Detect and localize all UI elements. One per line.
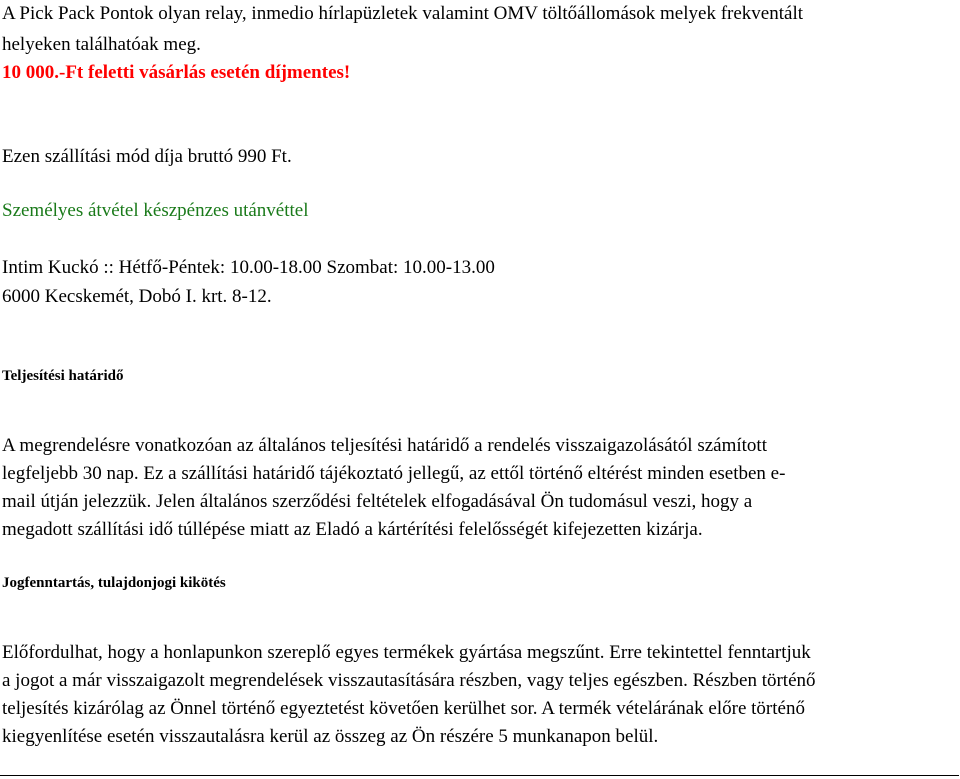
relay-info-line-2: helyeken találhatóak meg. [2, 34, 201, 55]
deadline-paragraph-line: mail útján jelezzük. Jelen általános szerződési feltételek elfogadásával Ön tudomásul veszi, hogy a [2, 491, 753, 512]
reservation-paragraph-line: kiegyenlítése esetén visszautalásra kerül az összeg az Ön részére 5 munkanapon belül. [2, 726, 659, 747]
deadline-paragraph-line: legfeljebb 30 nap. Ez a szállítási határidő tájékoztató jellegű, az ettől történő eltérést minden esetben e- [2, 463, 786, 484]
reservation-heading: Jogfenntartás, tulajdonjogi kikötés [2, 575, 226, 591]
deadline-paragraph-line: megadott szállítási idő túllépése miatt az Eladó a kártérítési felelősségét kifejezetten kizárja. [2, 519, 703, 540]
shipping-fee-text: Ezen szállítási mód díja bruttó 990 Ft. [2, 146, 292, 167]
reservation-paragraph-line: a jogot a már visszaigazolt megrendelések visszautasítására részben, vagy teljes egészben. Részben történő [2, 670, 816, 691]
store-opening-hours: Intim Kuckó :: Hétfő-Péntek: 10.00-18.00 Szombat: 10.00-13.00 [2, 257, 495, 278]
relay-info-line-1: A Pick Pack Pontok olyan relay, inmedio hírlapüzletek valamint OMV töltőállomások melyek frekventált [2, 3, 803, 24]
store-address: 6000 Kecskemét, Dobó I. krt. 8-12. [2, 286, 272, 307]
free-shipping-notice: 10 000.-Ft feletti vásárlás esetén díjmentes! [2, 62, 351, 83]
personal-pickup-title: Személyes átvétel készpénzes utánvéttel [2, 200, 309, 221]
deadline-paragraph-line: A megrendelésre vonatkozóan az általános teljesítési határidő a rendelés visszaigazolásától számított [2, 435, 767, 456]
bottom-divider [0, 775, 959, 776]
deadline-heading: Teljesítési határidő [2, 368, 124, 384]
reservation-paragraph-line: teljesítés kizárólag az Önnel történő egyeztetést követően kerülhet sor. A termék vételárának előre történő [2, 698, 805, 719]
reservation-paragraph-line: Előfordulhat, hogy a honlapunkon szereplő egyes termékek gyártása megszűnt. Erre tekintettel fenntartjuk [2, 642, 811, 663]
